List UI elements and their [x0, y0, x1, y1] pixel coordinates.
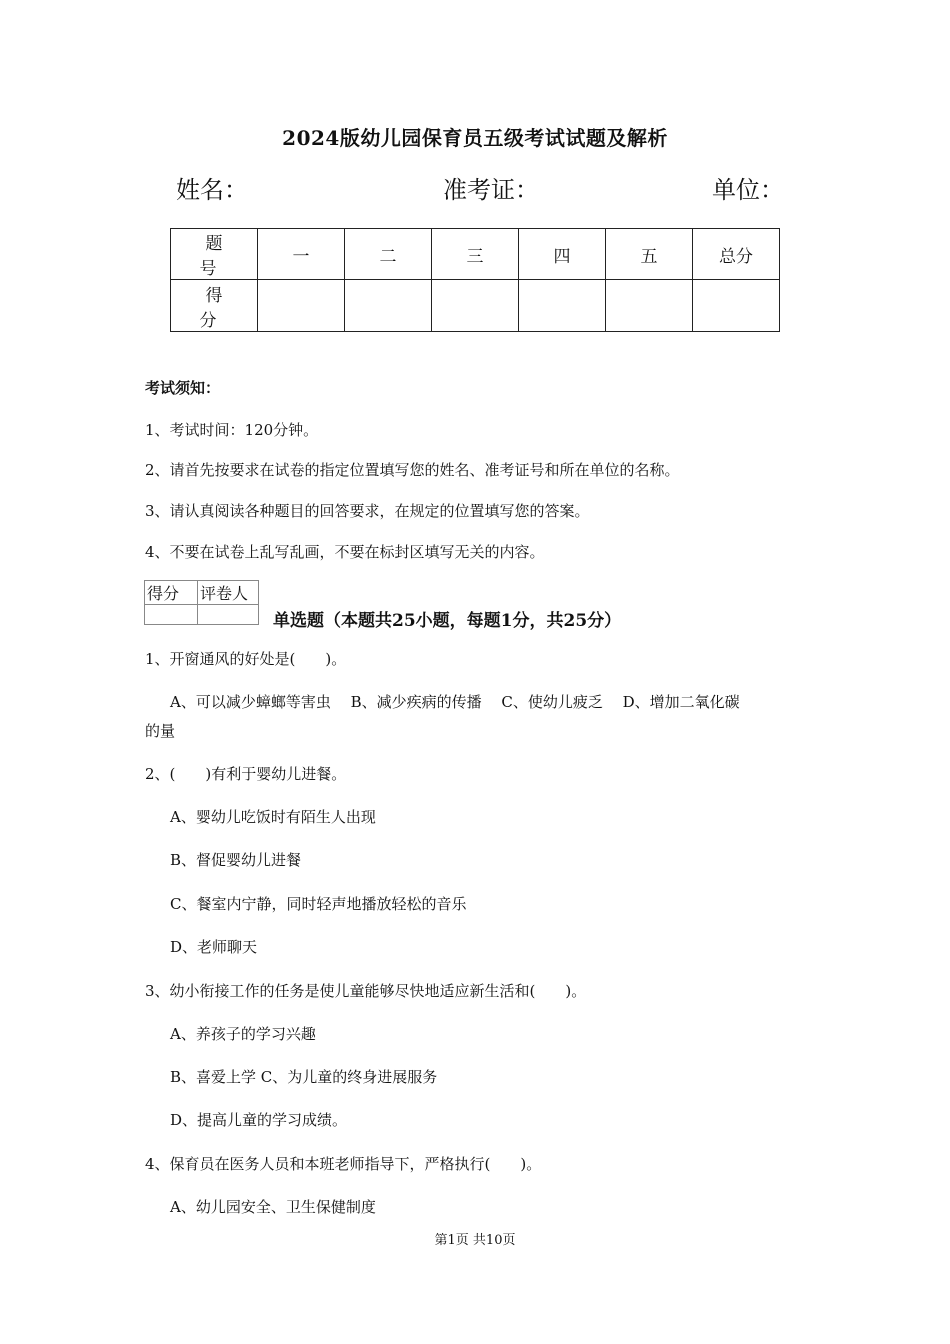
score-row-label: 得 分 — [171, 280, 258, 332]
question-option: A、养孩子的学习兴趣 — [170, 1025, 316, 1043]
score-table-header-cell: 总分 — [693, 229, 780, 280]
grader-score-label: 得分 — [145, 581, 198, 605]
grader-header-row — [145, 581, 259, 605]
score-table-header-cell: 题 号 — [171, 229, 258, 280]
question-options-continued: 的量 — [145, 722, 176, 740]
grader-reviewer-label: 评卷人 — [198, 581, 259, 605]
notice-item: 4、不要在试卷上乱写乱画，不要在标封区填写无关的内容。 — [145, 543, 545, 561]
score-table-header-cell: 二 — [345, 229, 432, 280]
question-options: A、可以减少蟑螂等害虫 B、减少疾病的传播 C、使幼儿疲乏 D、增加二氧化碳 — [170, 693, 740, 711]
score-table-score-row — [171, 280, 780, 332]
question-option: C、餐室内宁静，同时轻声地播放轻松的音乐 — [170, 895, 467, 913]
score-table-header-cell: 五 — [606, 229, 693, 280]
score-cell — [432, 280, 519, 332]
score-cell — [693, 280, 780, 332]
question-option: D、提高儿童的学习成绩。 — [170, 1111, 348, 1129]
question-option: B、督促婴幼儿进餐 — [170, 851, 302, 869]
grader-blank-row — [145, 605, 259, 625]
exam-no-field-label: 准考证： — [443, 176, 539, 204]
question-stem: 3、幼小衔接工作的任务是使儿童能够尽快地适应新生活和( )。 — [145, 982, 587, 1000]
notice-heading: 考试须知： — [145, 379, 221, 397]
unit-field-label: 单位： — [712, 176, 784, 204]
notice-item: 3、请认真阅读各种题目的回答要求，在规定的位置填写您的答案。 — [145, 502, 590, 520]
grader-box — [144, 580, 259, 625]
section-title: 单选题（本题共25小题，每题1分，共25分） — [273, 611, 622, 631]
score-cell — [258, 280, 345, 332]
score-cell — [519, 280, 606, 332]
question-stem: 1、开窗通风的好处是( )。 — [145, 650, 347, 668]
page-title: 2024版幼儿园保育员五级考试试题及解析 — [282, 126, 668, 150]
score-table — [170, 228, 780, 332]
question-stem: 2、( )有利于婴幼儿进餐。 — [145, 765, 347, 783]
page-footer: 第1页 共10页 — [434, 1233, 516, 1248]
notice-item: 1、考试时间：120分钟。 — [145, 421, 319, 439]
question-stem: 4、保育员在医务人员和本班老师指导下，严格执行( )。 — [145, 1155, 542, 1173]
score-table-header-row — [171, 229, 780, 280]
question-option: D、老师聊天 — [170, 938, 258, 956]
name-field-label: 姓名： — [176, 176, 248, 204]
grader-score-cell — [145, 605, 198, 625]
score-table-header-cell: 四 — [519, 229, 606, 280]
grader-reviewer-cell — [198, 605, 259, 625]
score-table-header-cell: 一 — [258, 229, 345, 280]
question-option: A、幼儿园安全、卫生保健制度 — [170, 1198, 376, 1216]
question-option: A、婴幼儿吃饭时有陌生人出现 — [170, 808, 376, 826]
notice-item: 2、请首先按要求在试卷的指定位置填写您的姓名、准考证号和所在单位的名称。 — [145, 461, 680, 479]
score-cell — [606, 280, 693, 332]
score-table-header-cell: 三 — [432, 229, 519, 280]
question-option: B、喜爱上学 C、为儿童的终身进展服务 — [170, 1068, 438, 1086]
score-cell — [345, 280, 432, 332]
